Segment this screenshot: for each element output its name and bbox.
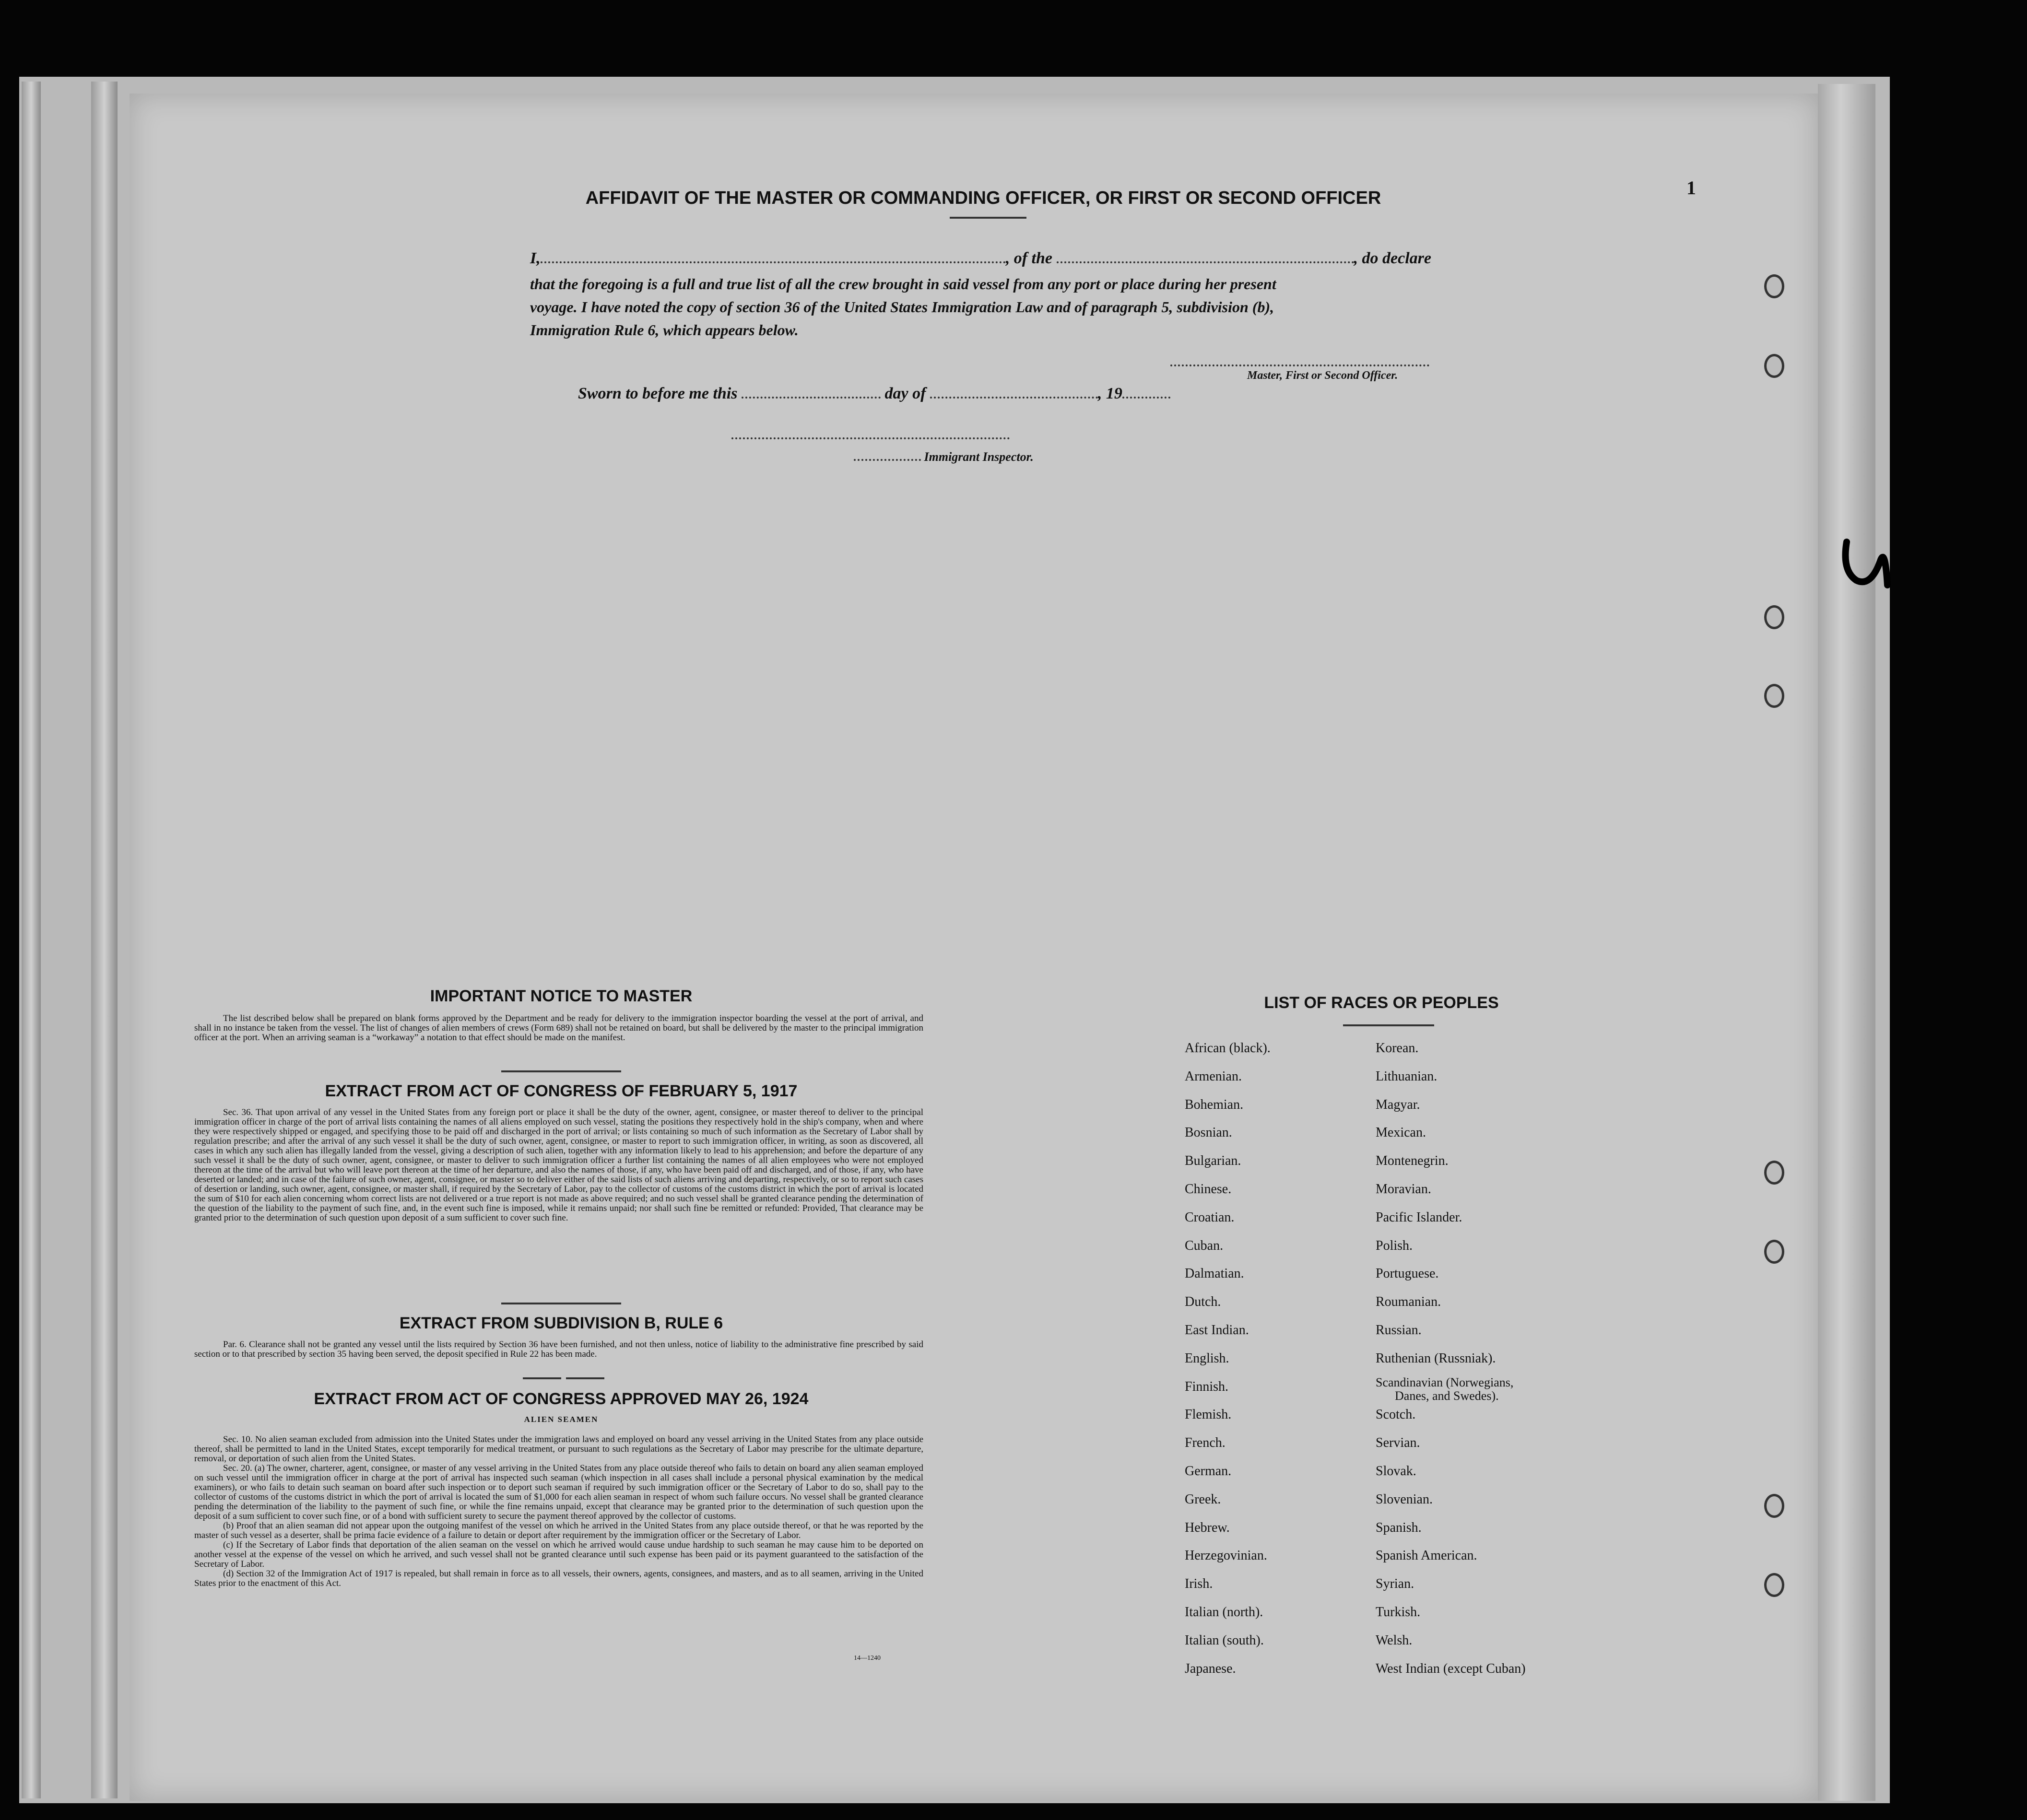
right-edge-pages <box>1818 84 1875 1801</box>
race-item: Scandinavian (Norwegians, <box>1376 1375 1514 1389</box>
race-item: Dalmatian. <box>1185 1266 1244 1281</box>
punch-hole <box>1764 274 1784 298</box>
race-item: Scotch. <box>1376 1407 1416 1422</box>
race-item: Pacific Islander. <box>1376 1209 1462 1225</box>
extract-1917-body: Sec. 36. That upon arrival of any vessel in the United States from any foreign port or place it shall be the duty of the owner, agent, consignee, or master thereof to deliver to the principal immigration officer in charge of the port of arrival lists containing the names of all aliens employed on such vessel, stating the positions they respectively hold in the ship's company, when and where they were respectively shipped or engaged, and specifying those to be paid off and discharged in the port of arrival; or lists containing so much of such information as the Secretary of Labor shall by regulation prescribe; and after the arrival of any such vessel it shall be the duty of such owner, agent, consignee, or master to report to such immigration officer, in writing, as soon as discovered, all cases in which any such alien has illegally landed from the vessel, giving a description of such alien, together with any information likely to lead to his apprehension; and before the departure of any such vessel it shall be the duty of such owner, agent, consignee, or master to deliver to such immigration officer a further list containing the names of all alien employees who were not employed thereon at the time of the arrival but who will leave port thereon at the time of her departure, and also the names of those, if any, who have been paid off and discharged, and of those, if any, who have deserted or landed; and in case of the failure of such owner, agent, consignee, or master so to deliver either of the said lists of such aliens arriving and departing, respectively, or so to report such cases of desertion or landing, such owner, agent, consignee, or master shall, if required by the Secretary of Labor, pay to the collector of customs of the customs district in which the port of arrival is located the sum of $10 for each alien concerning whom correct lists are not delivered or a true report is not made as above required; and no such vessel shall be granted clearance pending the determination of the question of the liability to the payment of such fine, and, in the event such fine is imposed, while it remains unpaid; nor shall such fine be remitted or refunded: Provided, That clearance may be granted prior to the determination of such question upon deposit of a sum sufficient to cover such fine. <box>194 1107 923 1223</box>
divider <box>523 1377 561 1379</box>
punch-hole <box>1764 605 1784 629</box>
race-item: Russian. <box>1376 1323 1422 1338</box>
day-blank[interactable] <box>742 397 881 399</box>
race-item: Syrian. <box>1376 1576 1414 1592</box>
inspector-label: Immigrant Inspector. <box>924 450 1034 464</box>
day-of-label: day of <box>884 385 926 402</box>
race-item: Spanish American. <box>1376 1548 1477 1563</box>
declaration-line <box>530 249 1431 268</box>
race-item: Portuguese. <box>1376 1266 1439 1281</box>
race-item: Bosnian. <box>1185 1125 1232 1140</box>
race-item: Italian (north). <box>1185 1605 1263 1620</box>
race-item: Slovak. <box>1376 1464 1416 1479</box>
divider <box>1343 1024 1434 1026</box>
divider <box>566 1377 604 1379</box>
edge-strip <box>22 82 41 1798</box>
form-number: 14—1240 <box>854 1655 881 1662</box>
notice-title: IMPORTANT NOTICE TO MASTER <box>430 987 693 1005</box>
name-blank[interactable] <box>541 261 1006 263</box>
inspector-blank[interactable] <box>854 459 921 461</box>
race-item: Greek. <box>1185 1491 1221 1507</box>
race-item: Korean. <box>1376 1041 1419 1056</box>
race-item: Spanish. <box>1376 1520 1422 1535</box>
race-item: Finnish. <box>1185 1379 1229 1394</box>
punch-hole <box>1764 1494 1784 1518</box>
race-item: German. <box>1185 1464 1232 1479</box>
sec-10: Sec. 10. No alien seaman excluded from admission into the United States under the immigration laws and employed on board any vessel arriving in the United States from any place outside thereof, shall be permitted to land in the United States, except temporarily for medical treatment, or pursuant to such regulations as the Secretary of Labor may prescribe for the ultimate departure, removal, or deportation of such alien from the United States. <box>194 1434 923 1464</box>
punch-hole <box>1764 1161 1784 1185</box>
month-blank[interactable] <box>930 397 1098 399</box>
race-item: African (black). <box>1185 1041 1271 1056</box>
race-item: Roumanian. <box>1376 1294 1441 1310</box>
extract-1917-title: EXTRACT FROM ACT OF CONGRESS OF FEBRUARY 5, 1917 <box>325 1082 798 1100</box>
divider <box>501 1303 621 1304</box>
master-signature-label: Master, First or Second Officer. <box>1247 369 1398 382</box>
punch-hole <box>1764 354 1784 378</box>
race-item: Moravian. <box>1376 1182 1431 1197</box>
i-label: I, <box>530 249 541 267</box>
race-item: Chinese. <box>1185 1182 1232 1197</box>
punch-hole <box>1764 1240 1784 1264</box>
sworn-line <box>578 385 1170 403</box>
race-item: Armenian. <box>1185 1069 1242 1084</box>
year-label: , 19 <box>1097 385 1122 402</box>
race-item: Montenegrin. <box>1376 1153 1449 1169</box>
of-the-label: , of the <box>1005 249 1053 267</box>
year-blank[interactable] <box>1122 397 1170 399</box>
race-item: West Indian (except Cuban) <box>1376 1661 1526 1676</box>
race-item: Bohemian. <box>1185 1097 1244 1112</box>
sec-20b: (b) Proof that an alien seaman did not appear upon the outgoing manifest of the vessel on which he arrived in the United States from any place outside thereof, or that he was reported by the master of such vessel as a deserter, shall be prima facie evidence of a failure to detain or deport after requirement by the immigration officer or the Secretary of Labor. <box>194 1521 923 1540</box>
race-item: Italian (south). <box>1185 1632 1264 1648</box>
race-item: Magyar. <box>1376 1097 1420 1112</box>
races-title: LIST OF RACES OR PEOPLES <box>1264 994 1499 1012</box>
sec-20c: (c) If the Secretary of Labor finds that deportation of the alien seaman on the vessel on which he arrived would cause undue hardship to such seaman he may cause him to be deported on another vessel at the expense of the vessel on which he arrived, and such vessel shall not be granted clearance until such expense has been paid or its payment guaranteed to the satisfaction of the Secretary of Labor. <box>194 1540 923 1569</box>
inspector-line <box>854 450 1034 464</box>
inspector-signature-line[interactable] <box>731 437 1010 439</box>
notice-body: The list described below shall be prepared on blank forms approved by the Department and be ready for delivery to the immigration inspector boarding the vessel at the port of arrival, and shall in no instance be taken from the vessel. The list of changes of alien members of crews (Form 689) shall not be retained on board, but shall be delivered by the master to the principal immigration officer at the port. When an arriving seaman is a “workaway” a notation to that effect should be made on the manifest. <box>194 1013 923 1043</box>
race-item: Irish. <box>1185 1576 1213 1592</box>
sec-20d: (d) Section 32 of the Immigration Act of 1917 is repealed, but shall remain in force as to all vessels, their owners, agents, consignees, and masters, and as to all seamen, arriving in the United States prior to the enactment of this Act. <box>194 1569 923 1588</box>
race-item: Slovenian. <box>1376 1491 1433 1507</box>
race-item: Welsh. <box>1376 1632 1413 1648</box>
race-item: French. <box>1185 1435 1226 1451</box>
race-item: English. <box>1185 1350 1229 1366</box>
subdivision-title: EXTRACT FROM SUBDIVISION B, RULE 6 <box>399 1314 723 1332</box>
race-item: Dutch. <box>1185 1294 1221 1310</box>
race-item: Lithuanian. <box>1376 1069 1438 1084</box>
race-item: Cuban. <box>1185 1238 1224 1253</box>
do-declare-label: , do declare <box>1354 249 1431 267</box>
sec-20a: Sec. 20. (a) The owner, charterer, agent, consignee, or master of any vessel arriving in the United States from any place outside thereof who fails to detain on board any alien seaman employed on such vessel until the immigration officer in charge at the port of arrival has inspected such seaman (which inspection in all cases shall include a personal physical examination by the medical examiners), or who fails to detain such seaman on board after such inspection or to deport such seaman if required by such immigration officer or the Secretary of Labor to do so, shall pay to the collector of customs of the customs district in which the port of arrival is located the sum of $1,000 for each alien seaman in respect of whom such failure occurs. No vessel shall be granted clearance pending the determination of the liability to the payment of such fine, or while the fine remains unpaid, except that clearance may be granted prior to the determination of such question upon the deposit of a sum sufficient to cover such fine, or of a bond with sufficient surety to secure the payment thereof approved by the collector of customs. <box>194 1463 923 1521</box>
race-item: Hebrew. <box>1185 1520 1230 1535</box>
race-item: Japanese. <box>1185 1661 1236 1676</box>
race-item: Polish. <box>1376 1238 1413 1253</box>
race-item: Flemish. <box>1185 1407 1232 1422</box>
subdivision-body: Par. 6. Clearance shall not be granted any vessel until the lists required by Section 36 have been furnished, and not then unless, notice of liability to the administrative fine prescribed by said section or to that prescribed by section 35 having been served, the deposit specified in Rule 22 has been made. <box>194 1339 923 1359</box>
extract-1924-body <box>194 1435 923 1588</box>
race-item: Danes, and Swedes). <box>1395 1388 1499 1403</box>
race-item: Bulgarian. <box>1185 1153 1241 1169</box>
declaration-text <box>530 272 1276 341</box>
handwritten-mark <box>1837 528 1899 599</box>
punch-hole <box>1764 684 1784 708</box>
race-item: East Indian. <box>1185 1323 1249 1338</box>
sworn-label: Sworn to before me this <box>578 385 738 402</box>
race-item: Turkish. <box>1376 1605 1421 1620</box>
master-signature-line[interactable] <box>1170 364 1429 366</box>
divider <box>501 1070 621 1072</box>
vessel-blank[interactable] <box>1057 261 1354 263</box>
race-item: Mexican. <box>1376 1125 1426 1140</box>
punch-hole <box>1764 1573 1784 1597</box>
declaration-line-1: that the foregoing is a full and true list of all the crew brought in said vessel from any port or place during her present <box>530 275 1276 293</box>
divider <box>950 217 1026 219</box>
race-item: Ruthenian (Russniak). <box>1376 1350 1496 1366</box>
race-item: Servian. <box>1376 1435 1420 1451</box>
race-item: Croatian. <box>1185 1209 1235 1225</box>
declaration-line-2: voyage. I have noted the copy of section 36 of the United States Immigration Law and of paragraph 5, subdivision (b), <box>530 298 1274 316</box>
extract-1924-title: EXTRACT FROM ACT OF CONGRESS APPROVED MAY 26, 1924 <box>314 1390 809 1408</box>
declaration-line-3: Immigration Rule 6, which appears below. <box>530 321 799 339</box>
page-mark: 1 <box>1686 177 1696 199</box>
edge-strip <box>91 82 118 1798</box>
affidavit-title: AFFIDAVIT OF THE MASTER OR COMMANDING OFFICER, OR FIRST OR SECOND OFFICER <box>585 188 1381 208</box>
race-item: Herzegovinian. <box>1185 1548 1267 1563</box>
alien-seamen-subtitle: ALIEN SEAMEN <box>524 1415 599 1424</box>
